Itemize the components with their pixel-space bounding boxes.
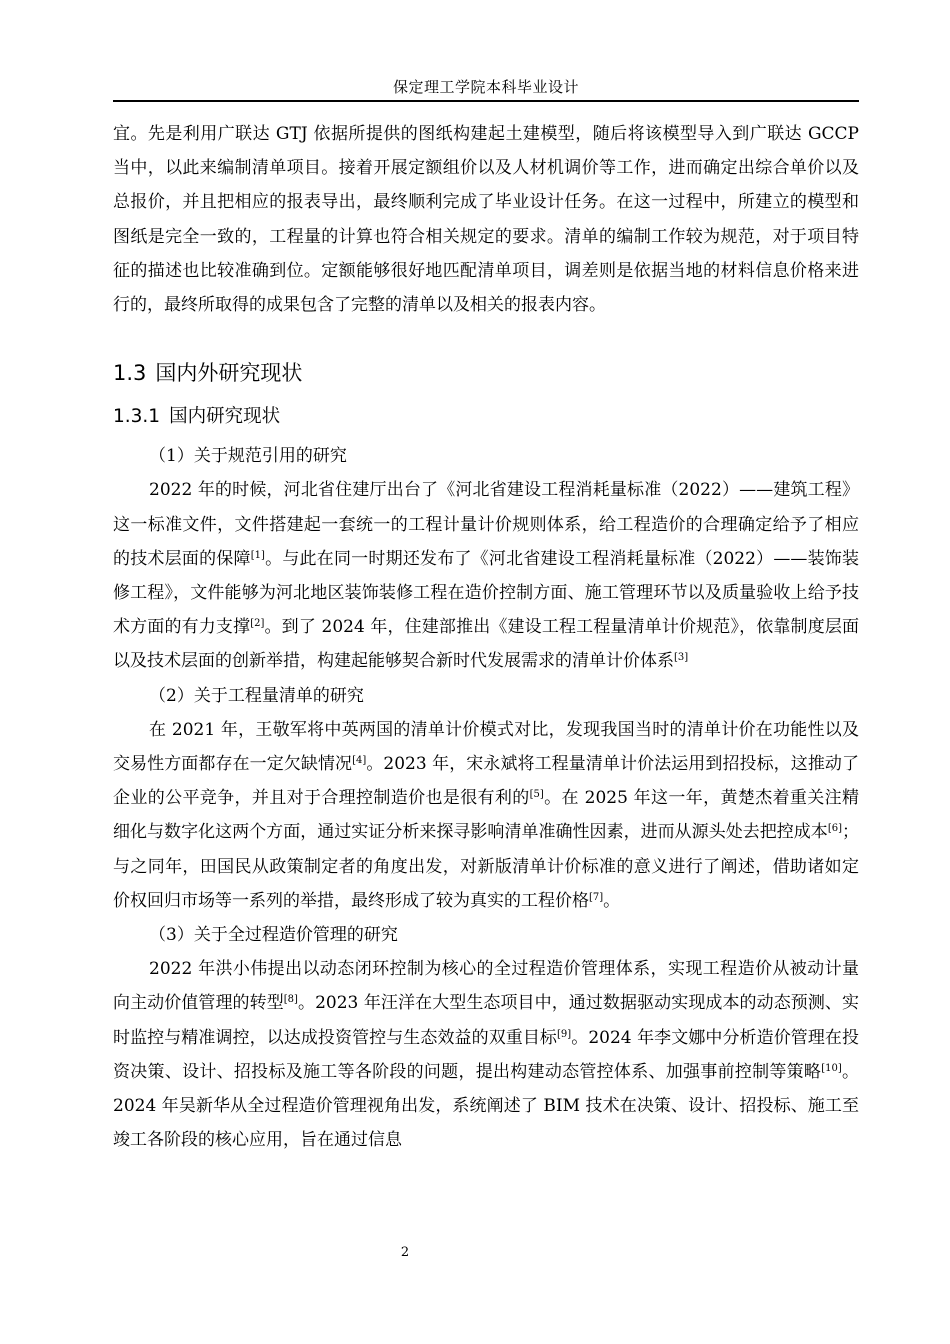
intro-paragraph: 宜。先是利用广联达 GTJ 依据所提供的图纸构建起土建模型，随后将该模型导入到广联达 GCCP 当中，以此来编制清单项目。接着开展定额组价以及人材机调价等工作，进而确定出综合单价以及总报价，并且把相应的报表导出，最终顺利完成了毕业设计任务。在这一过程中，所建立的模型和图纸是完全一致的，工程量的计算也符合相关规定的要求。清单的编制工作较为规范，对于项目特征的描述也比较准确到位。定额能够很好地匹配清单项目，调差则是依据当地的材料信息价格来进行的，最终所取得的成果包含了完整的清单以及相关的报表内容。 xyxy=(113,124,859,316)
norms-research-heading: （1）关于规范引用的研究 xyxy=(149,446,347,467)
page-body xyxy=(113,117,859,1157)
citation-8[interactable]: [8] xyxy=(283,994,298,1006)
citation-7[interactable]: [7] xyxy=(589,891,604,903)
section-title: 国内外研究现状 xyxy=(155,361,303,386)
norms-research-paragraph: 2022 年的时候，河北省住建厅出台了《河北省建设工程消耗量标准（2022）——建筑工程》这一标准文件，文件搭建起一套统一的工程计量计价规则体系，给工程造价的合理确定给予了相应的技术层面的保障[1]。与此在同一时期还发布了《河北省建设工程消耗量标准（2022）——装饰装修工程》，文件能够为河北地区装饰装修工程在造价控制方面、施工管理环节以及质量验收上给予技术方面的有力支撑[2]。到了 2024 年，住建部推出《建设工程工程量清单计价规范》，依靠制度层面以及技术层面的创新举措，构建起能够契合新时代发展需求的清单计价体系[3] xyxy=(113,480,860,672)
citation-6[interactable]: [6] xyxy=(827,823,842,835)
cost-management-research-section xyxy=(113,918,859,1157)
citation-3[interactable]: [3] xyxy=(674,652,689,664)
section-number: 1.3 xyxy=(113,361,147,386)
bill-research-paragraph: 在 2021 年，王敬军将中英两国的清单计价模式对比，发现我国当时的清单计价在功能性以及交易性方面都存在一定欠缺情况[4]。2023 年，宋永斌将工程量清单计价法运用到招投标，这推动了企业的公平竞争，并且对于合理控制造价也是很有利的[5]。在 2025 年这一年，黄楚杰着重关注精细化与数字化这两个方面，通过实证分析来探寻影响清单准确性因素，进而从源头处去把控成本[6]；与之同年，田国民从政策制定者的角度出发，对新版清单计价标准的意义进行了阐述，借助诸如定价权回归市场等一系列的举措，最终形成了较为真实的工程价格[7]。 xyxy=(113,719,859,911)
norms-research-section xyxy=(113,439,859,678)
cost-management-research-heading: （3）关于全过程造价管理的研究 xyxy=(149,925,398,946)
subsection-number: 1.3.1 xyxy=(113,406,161,428)
header-divider xyxy=(113,100,859,102)
page-header-title: 保定理工学院本科毕业设计 xyxy=(392,78,579,96)
citation-9[interactable]: [9] xyxy=(557,1028,572,1040)
subsection-title: 国内研究现状 xyxy=(169,406,281,428)
citation-2[interactable]: [2] xyxy=(250,618,265,630)
citation-1[interactable]: [1] xyxy=(250,549,265,561)
citation-10[interactable]: [10] xyxy=(821,1062,842,1074)
subsection-heading-1-3-1 xyxy=(113,399,859,435)
page-number: 2 xyxy=(400,1245,410,1260)
bill-research-heading: （2）关于工程量清单的研究 xyxy=(149,685,364,706)
cost-management-research-paragraph: 2022 年洪小伟提出以动态闭环控制为核心的全过程造价管理体系，实现工程造价从被动计量向主动价值管理的转型[8]。2023 年汪洋在大型生态项目中，通过数据驱动实现成本的动态预测、实时监控与精准调控，以达成投资管控与生态效益的双重目标[9]。2024 年李文娜中分析造价管理在投资决策、设计、招投标及施工等各阶段的问题，提出构建动态管控体系、加强事前控制等策略[10]。2024 年吴新华从全过程造价管理视角出发，系统阐述了 BIM 技术在决策、设计、招投标、施工至竣工各阶段的核心应用，旨在通过信息 xyxy=(113,959,860,1151)
citation-5[interactable]: [5] xyxy=(529,789,544,801)
citation-4[interactable]: [4] xyxy=(352,755,367,767)
bill-research-section xyxy=(113,679,859,918)
section-heading-1-3 xyxy=(113,355,859,391)
